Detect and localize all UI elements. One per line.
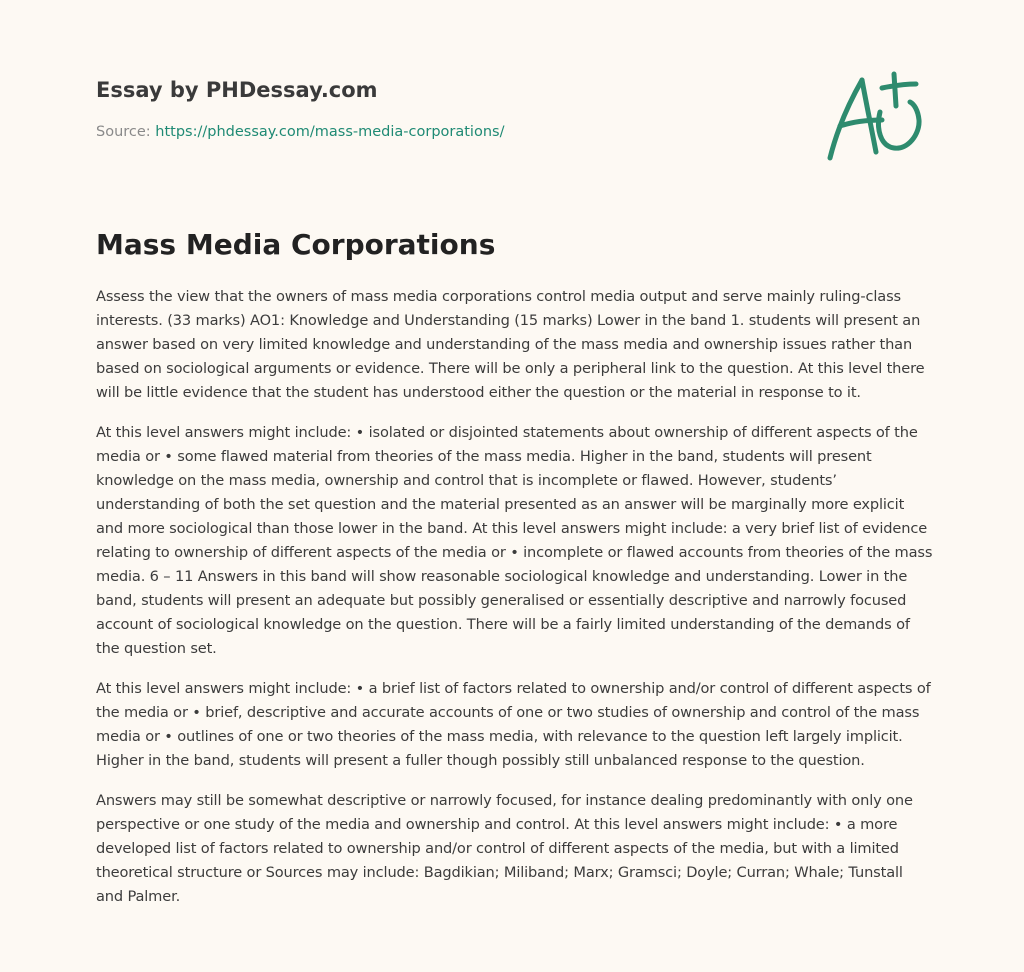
paragraph: At this level answers might include: • isolated or disjointed statements about ownership of different aspects of the media or • some flawed material from theories of the mass media. Higher in the band, students will present knowledge on the mass media, ownership and control that is incomplete or flawed. However, students’ understanding of both the set question and the material presented as an answer will be marginally more explicit and more sociological than those lower in the band. At this level answers might include: a very brief list of evidence relating to ownership of different aspects of the media or • incomplete or flawed accounts from theories of the mass media. 6 – 11 Answers in this band will show reasonable sociological knowledge and understanding. Lower in the band, students will present an adequate but possibly generalised or essentially descriptive and narrowly focused account of sociological knowledge on the question. There will be a fairly limited understanding of the demands of the question set.: [96, 424, 933, 657]
page-header: [96, 76, 796, 142]
brand-title: Essay by PHDessay.com: [96, 78, 378, 102]
a-plus-grade-icon: [822, 68, 928, 164]
source-line: [96, 122, 796, 142]
source-label: Source:: [96, 124, 151, 140]
article-body: [96, 285, 934, 925]
source-link[interactable]: https://phdessay.com/mass-media-corporations/: [155, 124, 505, 140]
paragraph: At this level answers might include: • a brief list of factors related to ownership and/or control of different aspects of the media or • brief, descriptive and accurate accounts of one or two studies of ownership and control of the mass media or • outlines of one or two theories of the mass media, with relevance to the question left largely implicit. Higher in the band, students will present a fuller though possibly still unbalanced response to the question.: [96, 680, 931, 769]
paragraph: Answers may still be somewhat descriptive or narrowly focused, for instance dealing predominantly with only one perspective or one study of the media and ownership and control. At this level answers might include: • a more developed list of factors related to ownership and/or control of different aspects of the media, but with a limited theoretical structure or Sources may include: Bagdikian; Miliband; Marx; Gramsci; Doyle; Curran; Whale; Tunstall and Palmer.: [96, 792, 913, 905]
article-title: Mass Media Corporations: [96, 228, 496, 261]
paragraph: Assess the view that the owners of mass media corporations control media output and serve mainly ruling-class interests. (33 marks) AO1: Knowledge and Understanding (15 marks) Lower in the band 1. students will present an answer based on very limited knowledge and understanding of the mass media and ownership issues rather than based on sociological arguments or evidence. There will be only a peripheral link to the question. At this level there will be little evidence that the student has understood either the question or the material in response to it.: [96, 288, 925, 401]
